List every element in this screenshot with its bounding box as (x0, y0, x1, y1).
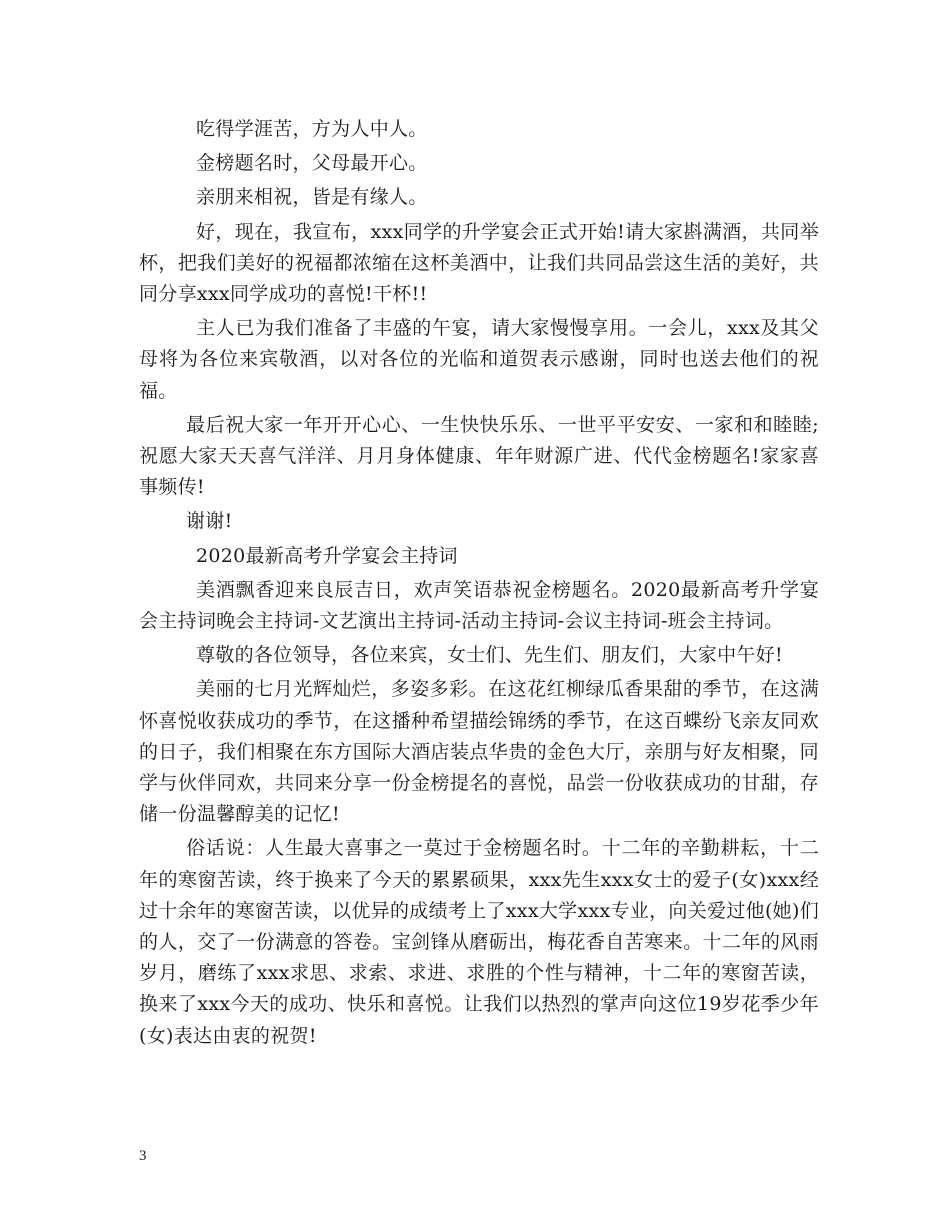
paragraph: 亲朋来相祝，皆是有缘人。 (196, 186, 428, 209)
paragraph: 金榜题名时，父母最开心。 (196, 152, 428, 175)
paragraph: 2020最新高考升学宴会主持词 (196, 544, 458, 567)
paragraph: 好，现在，我宣布，xxx同学的升学宴会正式开始!请大家斟满酒，共同举杯，把我们美好的祝福都浓缩在这杯美酒中，让我们共同品尝这生活的美好，共同分享xxx同学成功的喜悦!干杯!! (139, 220, 819, 306)
paragraph: 谢谢! (186, 510, 233, 533)
paragraph: 最后祝大家一年开开心心、一生快快乐乐、一世平平安安、一家和和睦睦;祝愿大家天天喜气洋洋、月月身体健康、年年财源广进、代代金榜题名!家家喜事频传! (139, 413, 819, 499)
paragraph: 尊敬的各位领导，各位来宾，女士们、先生们、朋友们，大家中午好! (196, 644, 783, 667)
paragraph: 主人已为我们准备了丰盛的午宴，请大家慢慢享用。一会儿，xxx及其父母将为各位来宾敬酒，以对各位的光临和道贺表示感谢，同时也送去他们的祝福。 (139, 317, 819, 402)
paragraph: 俗话说：人生最大喜事之一莫过于金榜题名时。十二年的辛勤耕耘，十二年的寒窗苦读，终于换来了今天的累累硕果，xxx先生xxx女士的爱子(女)xxx经过十余年的寒窗苦读，以优异的成绩考上了xxx大学xxx专业，向关爱过他(她)们的人，交了一份满意的答卷。宝剑锋从磨砺出，梅花香自苦寒来。十二年的风雨岁月，磨练了xxx求思、求索、求进、求胜的个性与精神，十二年的寒窗苦读，换来了xxx今天的成功、快乐和喜悦。让我们以热烈的掌声向这位19岁花季少年(女)表达由衷的祝贺! (139, 837, 819, 1047)
paragraph: 美丽的七月光辉灿烂，多姿多彩。在这花红柳绿瓜香果甜的季节，在这满怀喜悦收获成功的季节，在这播种希望描绘锦绣的季节，在这百蝶纷飞亲友同欢的日子，我们相聚在东方国际大酒店装点华贵的金色大厅，亲朋与好友相聚，同学与伙伴同欢，共同来分享一份金榜提名的喜悦，品尝一份收获成功的甘甜，存储一份温馨醇美的记忆! (139, 678, 819, 826)
document-body (139, 114, 819, 1055)
paragraph: 美酒飘香迎来良辰吉日，欢声笑语恭祝金榜题名。2020最新高考升学宴会主持词晚会主持词-文艺演出主持词-活动主持词-会议主持词-班会主持词。 (139, 578, 819, 633)
paragraph: 吃得学涯苦，方为人中人。 (196, 118, 428, 140)
page-number: 3 (139, 1148, 147, 1164)
